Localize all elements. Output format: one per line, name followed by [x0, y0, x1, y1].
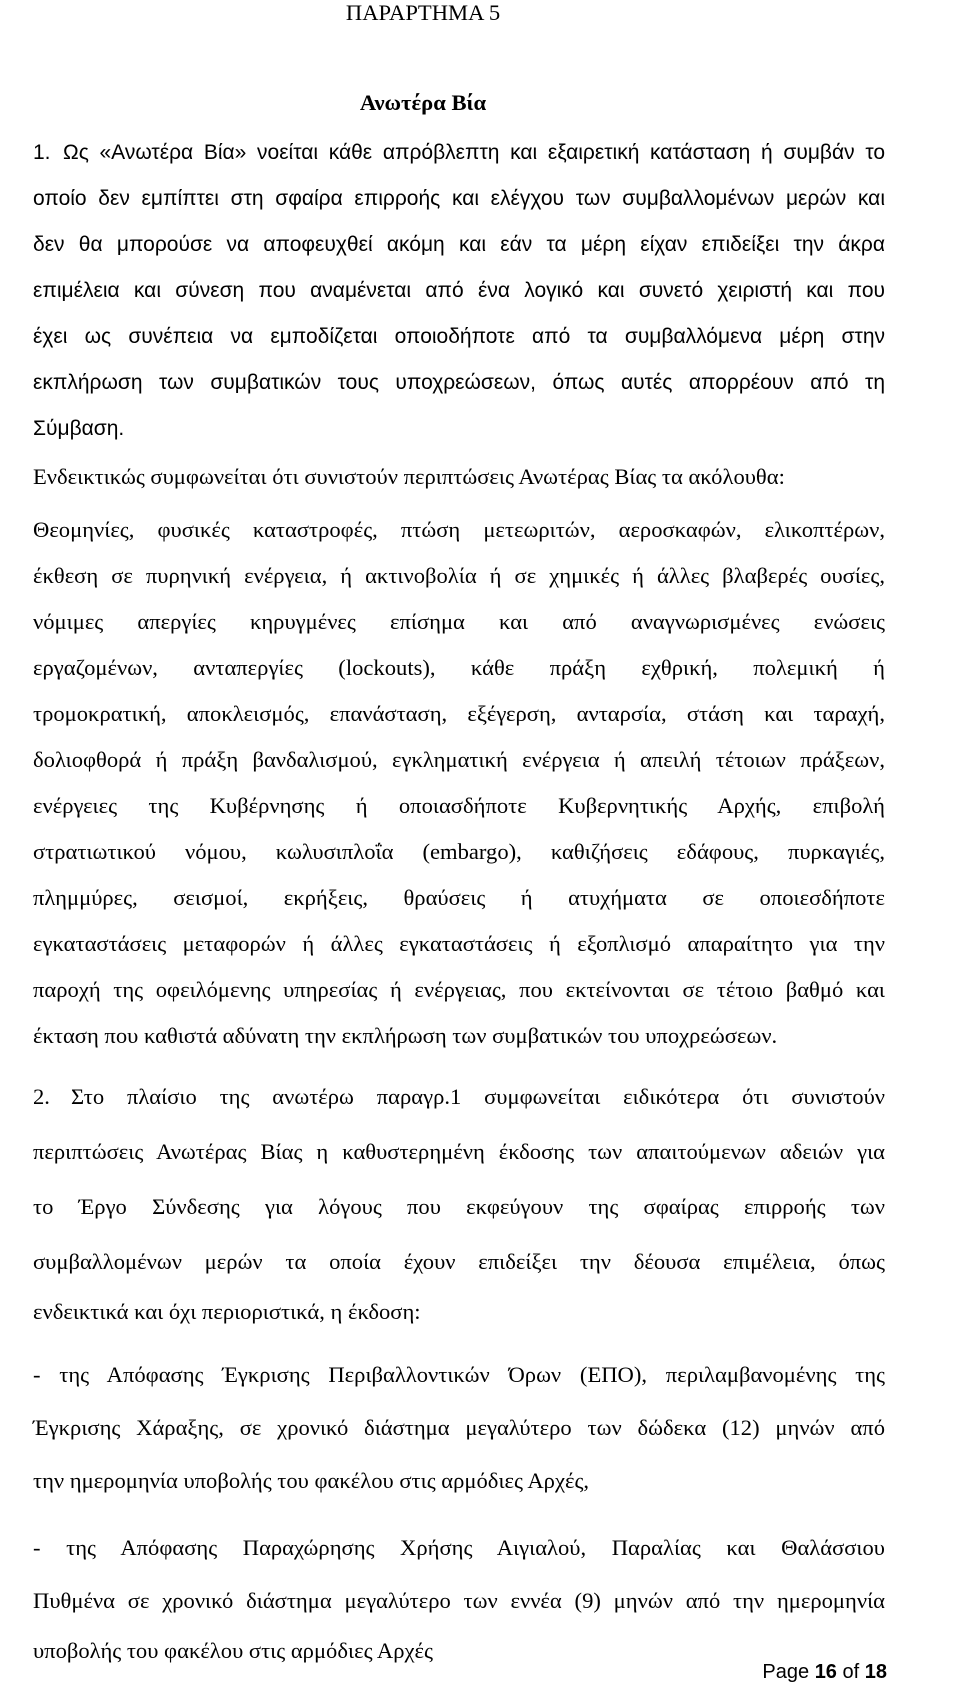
total-pages-number: 18 — [864, 1661, 887, 1683]
paragraph-2-line — [33, 1074, 885, 1120]
current-page-number: 16 — [814, 1661, 837, 1683]
bullet-2-line: Πυθμένα σε χρονικό διάστημα μεγαλύτερο των εννέα (9) μηνών από την ημερομηνία — [33, 1588, 885, 1613]
paragraph-2-line: ενδεικτικά και όχι περιοριστικά, η έκδοση: — [33, 1299, 421, 1324]
events-line: νόμιμες απεργίες κηρυγμένες επίσημα και από αναγνωρισμένες ενώσεις — [33, 609, 885, 634]
events-line: εργαζομένων, ανταπεργίες (lockouts), κάθε πράξη εχθρική, πολεμική ή — [33, 655, 885, 680]
bullet-1-line: Έγκρισης Χάραξης, σε χρονικό διάστημα μεγαλύτερο των δώδεκα (12) μηνών από — [33, 1415, 885, 1440]
paragraph-text: Στο πλαίσιο της ανωτέρω παραγρ.1 συμφωνείται ειδικότερα ότι συνιστούν — [71, 1084, 885, 1109]
events-line: έκταση που καθιστά αδύνατη την εκπλήρωση των συμβατικών του υποχρεώσεων. — [33, 1023, 778, 1048]
of-word: of — [842, 1661, 860, 1683]
paragraph-number: 1. — [33, 141, 51, 164]
paragraph-1-line: οποίο δεν εμπίπτει στη σφαίρα επιρροής και ελέγχου των συμβαλλομένων μερών και — [33, 187, 885, 210]
events-line: Θεομηνίες, φυσικές καταστροφές, πτώση μετεωριτών, αεροσκαφών, ελικοπτέρων, — [33, 517, 885, 542]
events-line: έκθεση σε πυρηνική ενέργεια, ή ακτινοβολία ή σε χημικές ή άλλες βλαβερές ουσίες, — [33, 563, 885, 588]
paragraph-number: 2. — [33, 1084, 50, 1109]
paragraph-2-line: συμβαλλομένων μερών τα οποία έχουν επιδείξει την δέουσα επιμέλεια, όπως — [33, 1249, 885, 1274]
paragraph-1-line: Σύμβαση. — [33, 417, 125, 440]
section-title: Ανωτέρα Βία — [359, 90, 487, 115]
paragraph-1-line: εκπλήρωση των συμβατικών τους υποχρεώσεων, όπως αυτές απορρέουν από τη — [33, 371, 885, 394]
events-line: παροχή της οφειλόμενης υπηρεσίας ή ενέργειας, που εκτείνονται σε τέτοιο βαθμό και — [33, 977, 885, 1002]
bullet-2-line: υποβολής του φακέλου στις αρμόδιες Αρχές — [33, 1638, 433, 1663]
events-line: στρατιωτικού νόμου, κωλυσιπλοΐα (embargo), καθιζήσεις εδάφους, πυρκαγιές, — [33, 839, 885, 864]
intro-line: Ενδεικτικώς συμφωνείται ότι συνιστούν περιπτώσεις Ανωτέρας Βίας τα ακόλουθα: — [33, 464, 785, 489]
events-line: τρομοκρατική, αποκλεισμός, επανάσταση, εξέγερση, ανταρσία, στάση και ταραχή, — [33, 701, 885, 726]
paragraph-2-line: το Έργο Σύνδεσης για λόγους που εκφεύγουν της σφαίρας επιρροής των — [33, 1194, 885, 1219]
bullet-2-line: - της Απόφασης Παραχώρησης Χρήσης Αιγιαλού, Παραλίας και Θαλάσσιου — [33, 1535, 885, 1560]
paragraph-1-line: έχει ως συνέπεια να εμποδίζεται οποιοδήποτε από τα συμβαλλόμενα μέρη στην — [33, 325, 885, 348]
appendix-title: ΠΑΡΑΡΤΗΜΑ 5 — [345, 0, 501, 25]
page-word: Page — [762, 1661, 810, 1683]
page-footer — [0, 1652, 960, 1692]
events-line: ενέργειες της Κυβέρνησης ή οποιασδήποτε Κυβερνητικής Αρχής, επιβολή — [33, 793, 885, 818]
events-line: πλημμύρες, σεισμοί, εκρήξεις, θραύσεις ή ατυχήματα σε οποιεσδήποτε — [33, 885, 885, 910]
bullet-1-line: την ημερομηνία υποβολής του φακέλου στις αρμόδιες Αρχές, — [33, 1468, 590, 1493]
paragraph-2-line: περιπτώσεις Ανωτέρας Βίας η καθυστερημένη έκδοσης των απαιτούμενων αδειών για — [33, 1139, 885, 1164]
paragraph-1-line: επιμέλεια και σύνεση που αναμένεται από ένα λογικό και συνετό χειριστή και που — [33, 279, 885, 302]
paragraph-1-line: δεν θα μπορούσε να αποφευχθεί ακόμη και εάν τα μέρη είχαν επιδείξει την άκρα — [33, 233, 885, 256]
paragraph-text: Ως «Ανωτέρα Βία» νοείται κάθε απρόβλεπτη και εξαιρετική κατάσταση ή συμβάν το — [63, 141, 885, 164]
events-line: εγκαταστάσεις μεταφορών ή άλλες εγκαταστάσεις ή εξοπλισμό απαραίτητο για την — [33, 931, 885, 956]
paragraph-1-line — [33, 130, 885, 176]
bullet-1-line: - της Απόφασης Έγκρισης Περιβαλλοντικών Όρων (ΕΠΟ), περιλαμβανομένης της — [33, 1362, 885, 1387]
events-line: δολιοφθορά ή πράξη βανδαλισμού, εγκληματική ενέργεια ή απειλή τέτοιων πράξεων, — [33, 747, 885, 772]
